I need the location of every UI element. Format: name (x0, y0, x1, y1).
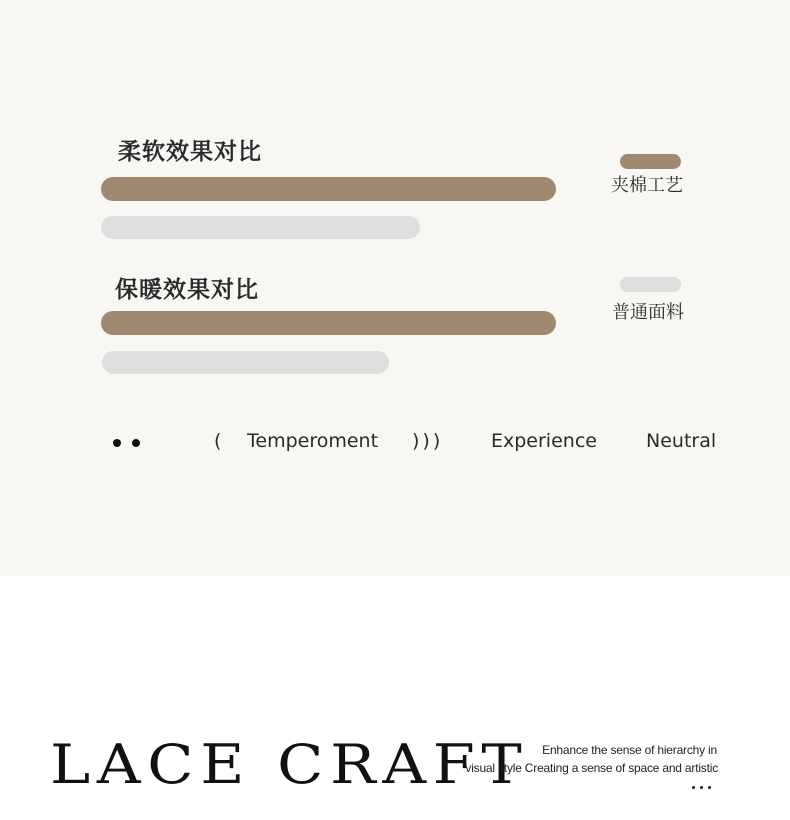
warmth-bar-quilted-fill (101, 311, 556, 335)
legend-swatch-ordinary (620, 277, 681, 292)
legend-label-ordinary: 普通面料 (612, 302, 684, 323)
tagline-line-2: visual style Creating a sense of space and artistic (465, 761, 718, 775)
more-dot-1 (692, 786, 695, 789)
more-dot-3 (708, 786, 711, 789)
more-dot-2 (700, 786, 703, 789)
tagline-line-1: Enhance the sense of hierarchy in (542, 743, 717, 757)
softness-bar-ordinary (101, 216, 420, 239)
keyword-open-paren: ( (214, 430, 222, 452)
two-dots-icon (113, 439, 121, 447)
softness-bar-quilted (101, 177, 556, 201)
warmth-title: 保暖效果对比 (115, 277, 259, 303)
two-dots-icon-second (132, 439, 140, 447)
keyword-experience: Experience (491, 430, 597, 452)
warmth-bar-ordinary (102, 351, 389, 374)
legend-label-quilted: 夹棉工艺 (611, 175, 683, 196)
warmth-bar-quilted (101, 311, 556, 335)
softness-bar-quilted-fill (101, 177, 556, 201)
brand-title: LACE CRAFT (50, 733, 529, 796)
keyword-temperoment: Temperoment (247, 430, 379, 452)
softness-title: 柔软效果对比 (118, 139, 262, 165)
more-dots-icon (692, 786, 714, 790)
keyword-neutral: Neutral (646, 430, 717, 452)
softness-bar-ordinary-fill (101, 216, 420, 239)
keyword-close-parens: ))) (412, 430, 444, 452)
legend-swatch-quilted (620, 154, 681, 169)
warmth-bar-ordinary-fill (102, 351, 389, 374)
